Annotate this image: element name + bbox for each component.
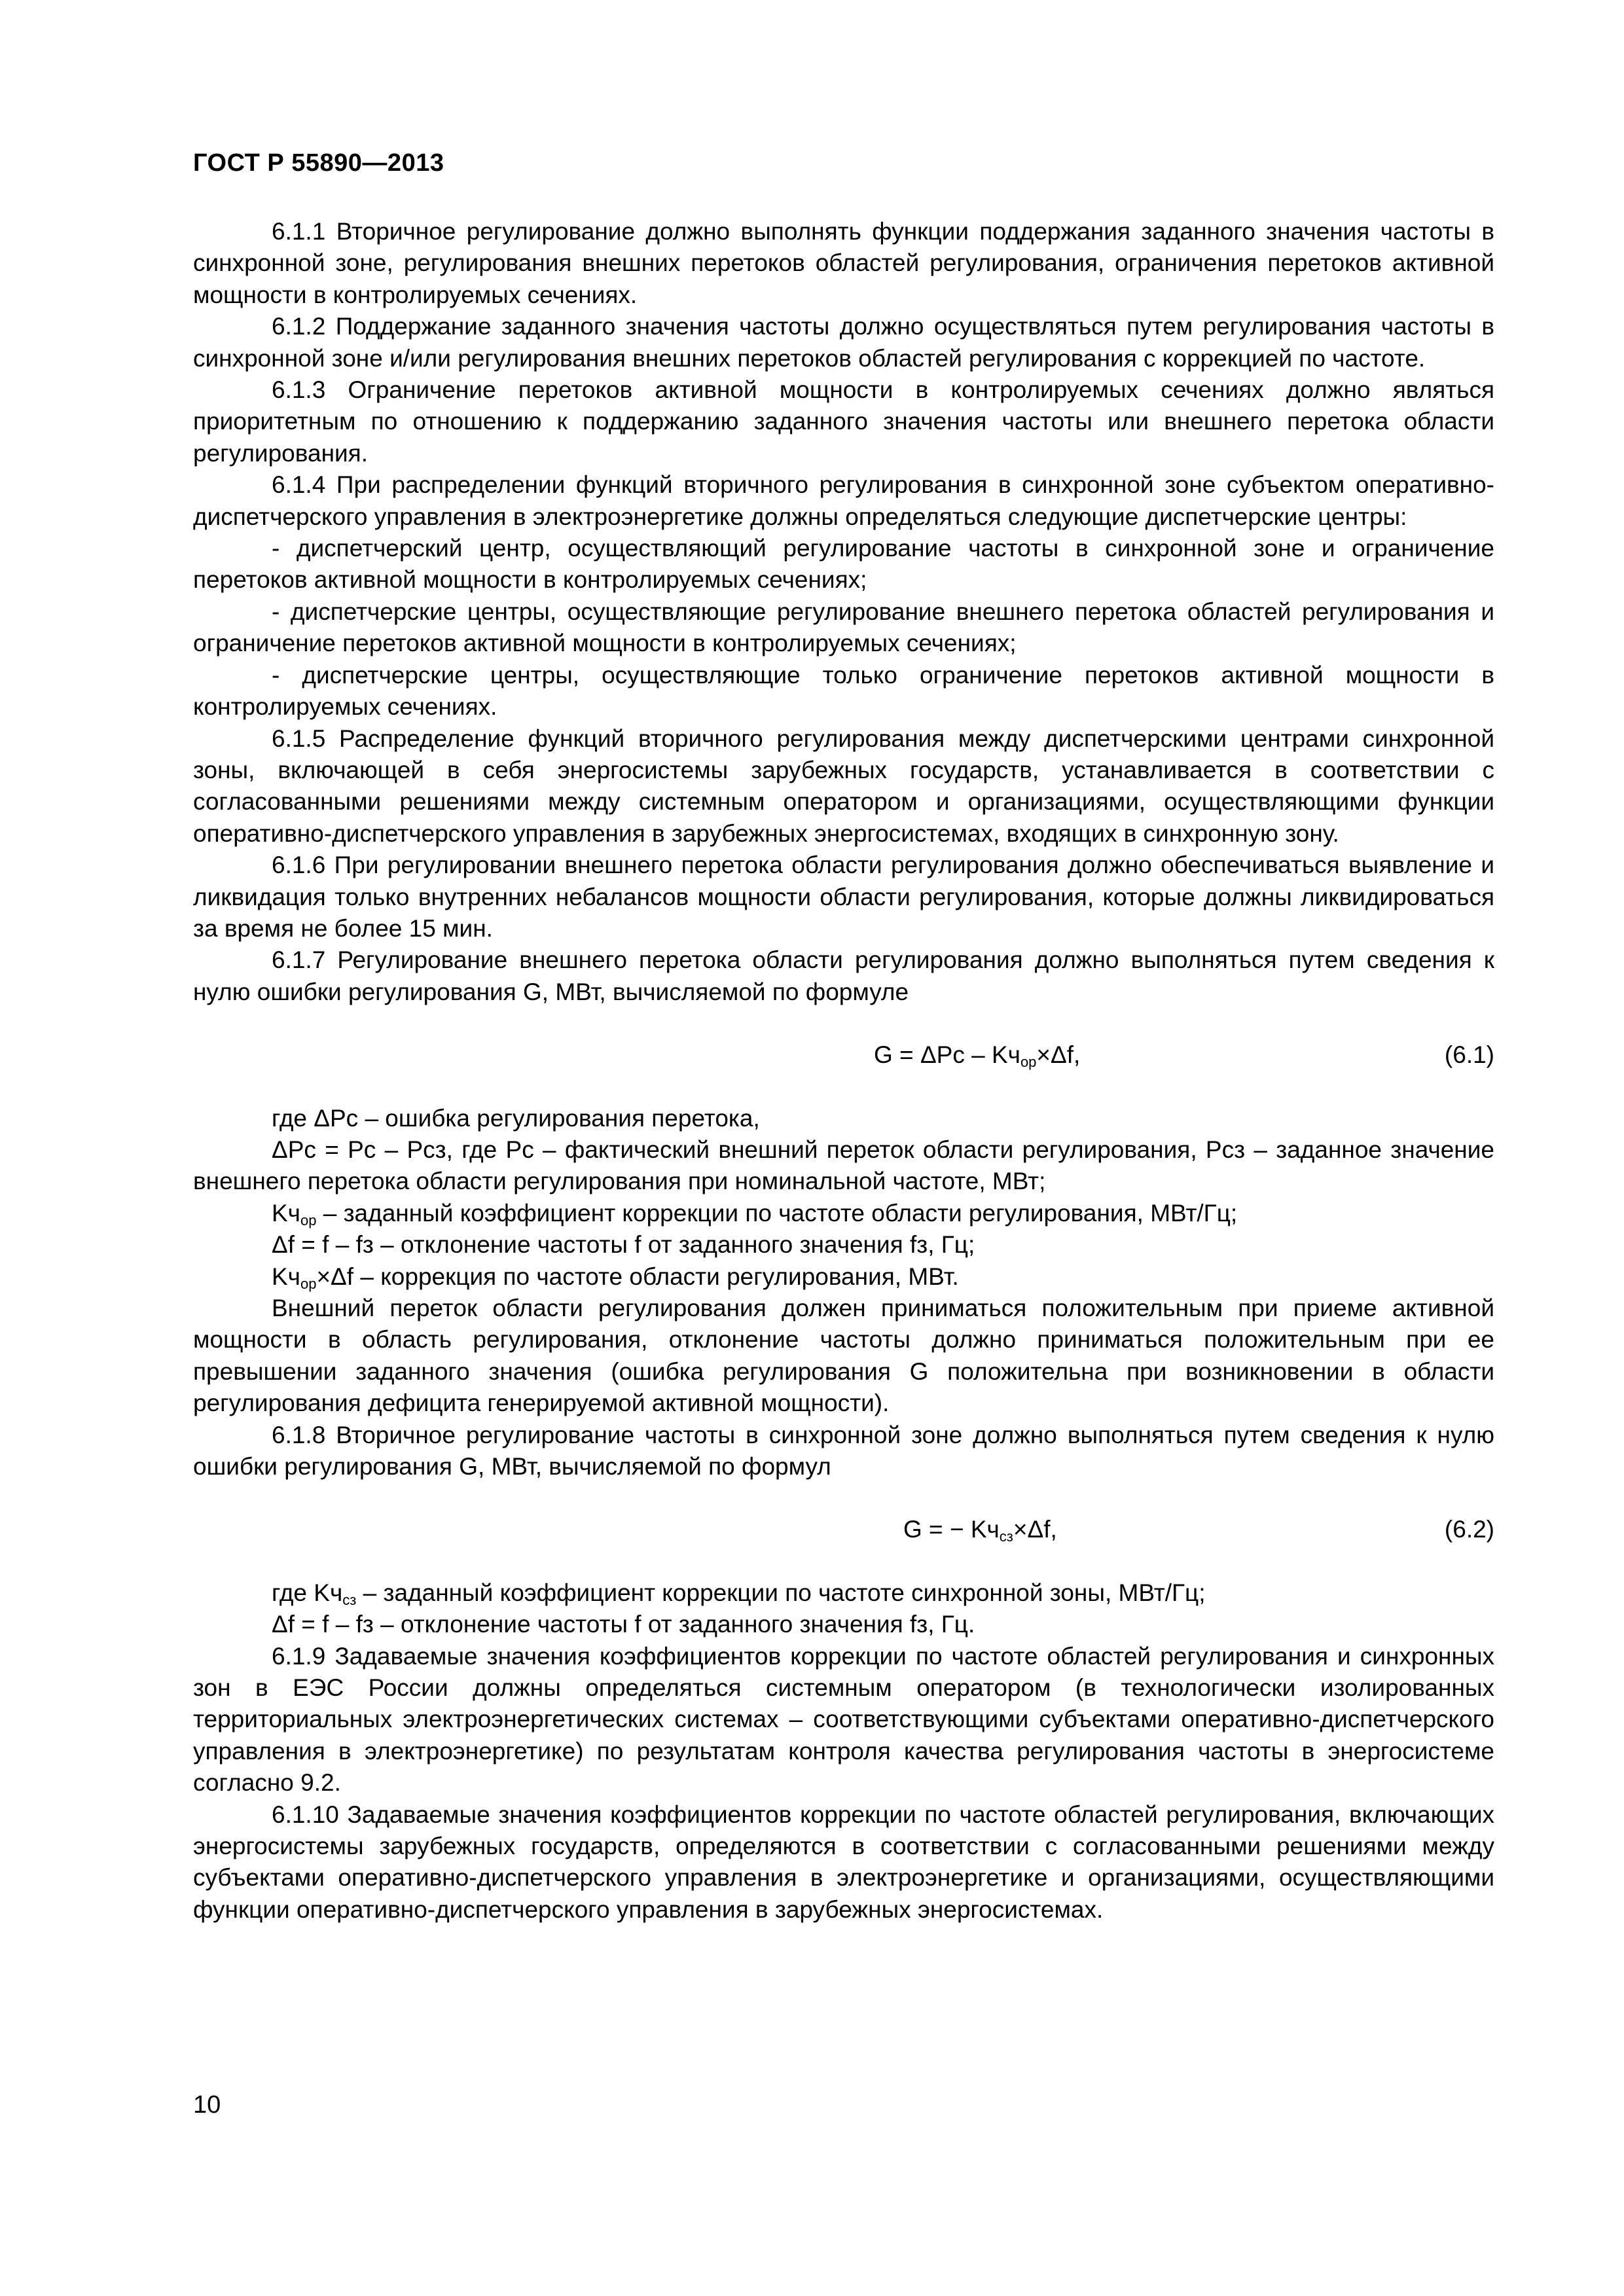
list-item: - диспетчерские центры, осуществляющие регулирование внешнего перетока областей регулирования и ограничение перетоков активной мощности в контролируемых сечениях; — [193, 598, 1494, 657]
where-line: Δf = f – fз – отклонение частоты f от заданного значения fз, Гц; — [272, 1231, 975, 1259]
paragraph-6-1-1: 6.1.1 Вторичное регулирование должно выполнять функции поддержания заданного значения частоты в синхронной зоне, регулирования внешних перетоков областей регулирования, ограничения перетоков активной мощности в контролируемых сечениях. — [193, 218, 1494, 308]
where-line: $Kч_{ор}$ – заданный коэффициент коррекции по частоте области регулирования, МВт/Гц; — [272, 1199, 1238, 1229]
list-item: - диспетчерский центр, осуществляющий регулирование частоты в синхронной зоне и ограничение перетоков активной мощности в контролируемых сечениях; — [193, 535, 1494, 594]
formula-expression: G = − $Kч_{сз}\times\Delta f$, — [903, 1516, 1057, 1545]
paragraph-6-1-5: 6.1.5 Распределение функций вторичного регулирования между диспетчерскими центрами синхронной зоны, включающей в себя энергосистемы зарубежных государств, устанавливается в соответствии с согласованными решениями между системным оператором и организациями, осуществляющими функции оперативно-диспетчерского управления в зарубежных энергосистемах, входящих в синхронную зону. — [193, 725, 1494, 847]
paragraph-6-1-2: 6.1.2 Поддержание заданного значения частоты должно осуществляться путем регулирования частоты в синхронной зоне и/или регулирования внешних перетоков областей регулирования с коррекцией по частоте. — [193, 313, 1494, 372]
list-item: - диспетчерские центры, осуществляющие только ограничение перетоков активной мощности в контролируемых сечениях. — [193, 661, 1494, 721]
paragraph-6-1-4: 6.1.4 При распределении функций вторичного регулирования в синхронной зоне субъектом оперативно-диспетчерского управления в электроэнергетике должны определяться следующие диспетчерские центры: — [193, 471, 1494, 530]
formula-number: (6.2) — [1444, 1516, 1494, 1543]
where-line: где $Kч_{сз}$ – заданный коэффициент коррекции по частоте синхронной зоны, МВт/Гц; — [272, 1579, 1206, 1608]
formula-6-1 — [193, 1039, 1494, 1071]
paragraph-6-1-8: 6.1.8 Вторичное регулирование частоты в синхронной зоне должно выполняться путем сведения к нулю ошибки регулирования G, МВт, вычисляемой по формул — [193, 1421, 1494, 1480]
paragraph-sign-convention: Внешний переток области регулирования должен приниматься положительным при приеме активной мощности в область регулирования, отклонение частоты должно приниматься положительным при ее превышении заданного значения (ошибка регулирования G положительна при возникновении в области регулирования дефицита генерируемой активной мощности). — [193, 1294, 1494, 1417]
where-line: Δf = f – fз – отклонение частоты f от заданного значения fз, Гц. — [272, 1611, 975, 1638]
formula-6-2 — [193, 1514, 1494, 1545]
where-line: $Kч_{ор}\times\Delta f$ – коррекция по частоте области регулирования, МВт. — [272, 1263, 959, 1292]
paragraph-6-1-7: 6.1.7 Регулирование внешнего перетока области регулирования должно выполняться путем сведения к нулю ошибки регулирования G, МВт, вычисляемой по формуле — [193, 946, 1494, 1005]
document-body — [193, 216, 1494, 1926]
formula-number: (6.1) — [1444, 1041, 1494, 1069]
paragraph-6-1-9: 6.1.9 Задаваемые значения коэффициентов коррекции по частоте областей регулирования и синхронных зон в ЕЭС России должны определяться системным оператором (в технологически изолированных территориальных электроэнергетических системах – соответствующими субъектами оперативно-диспетчерского управления в электроэнергетике) по результатам контроля качества регулирования частоты в энергосистеме согласно 9.2. — [193, 1642, 1494, 1797]
page-number: 10 — [193, 2091, 221, 2119]
where-line: где ΔPc – ошибка регулирования перетока, — [272, 1104, 760, 1132]
paragraph-6-1-6: 6.1.6 При регулировании внешнего перетока области регулирования должно обеспечиваться выявление и ликвидация только внутренних небалансов мощности области регулирования, которые должны ликвидироваться за время не более 15 мин. — [193, 852, 1494, 942]
document-header: ГОСТ Р 55890—2013 — [193, 149, 444, 177]
paragraph-6-1-10: 6.1.10 Задаваемые значения коэффициентов коррекции по частоте областей регулирования, включающих энергосистемы зарубежных государств, определяются в соответствии с согласованными решениями между субъектами оперативно-диспетчерского управления в электроэнергетике и организациями, осуществляющими функции оперативно-диспетчерского управления в зарубежных энергосистемах. — [193, 1801, 1494, 1923]
where-line: ΔPc = Pc – Pсз, где Pc – фактический внешний переток области регулирования, Pсз – заданное значение внешнего перетока области регулирования при номинальной частоте, МВт; — [193, 1136, 1494, 1195]
formula-expression: $G = \Delta Pc - Kч_{ор}\times\Delta f$, — [874, 1041, 1081, 1071]
paragraph-6-1-3: 6.1.3 Ограничение перетоков активной мощности в контролируемых сечениях должно являться приоритетным по отношению к поддержанию заданного значения частоты или внешнего перетока области регулирования. — [193, 376, 1494, 467]
